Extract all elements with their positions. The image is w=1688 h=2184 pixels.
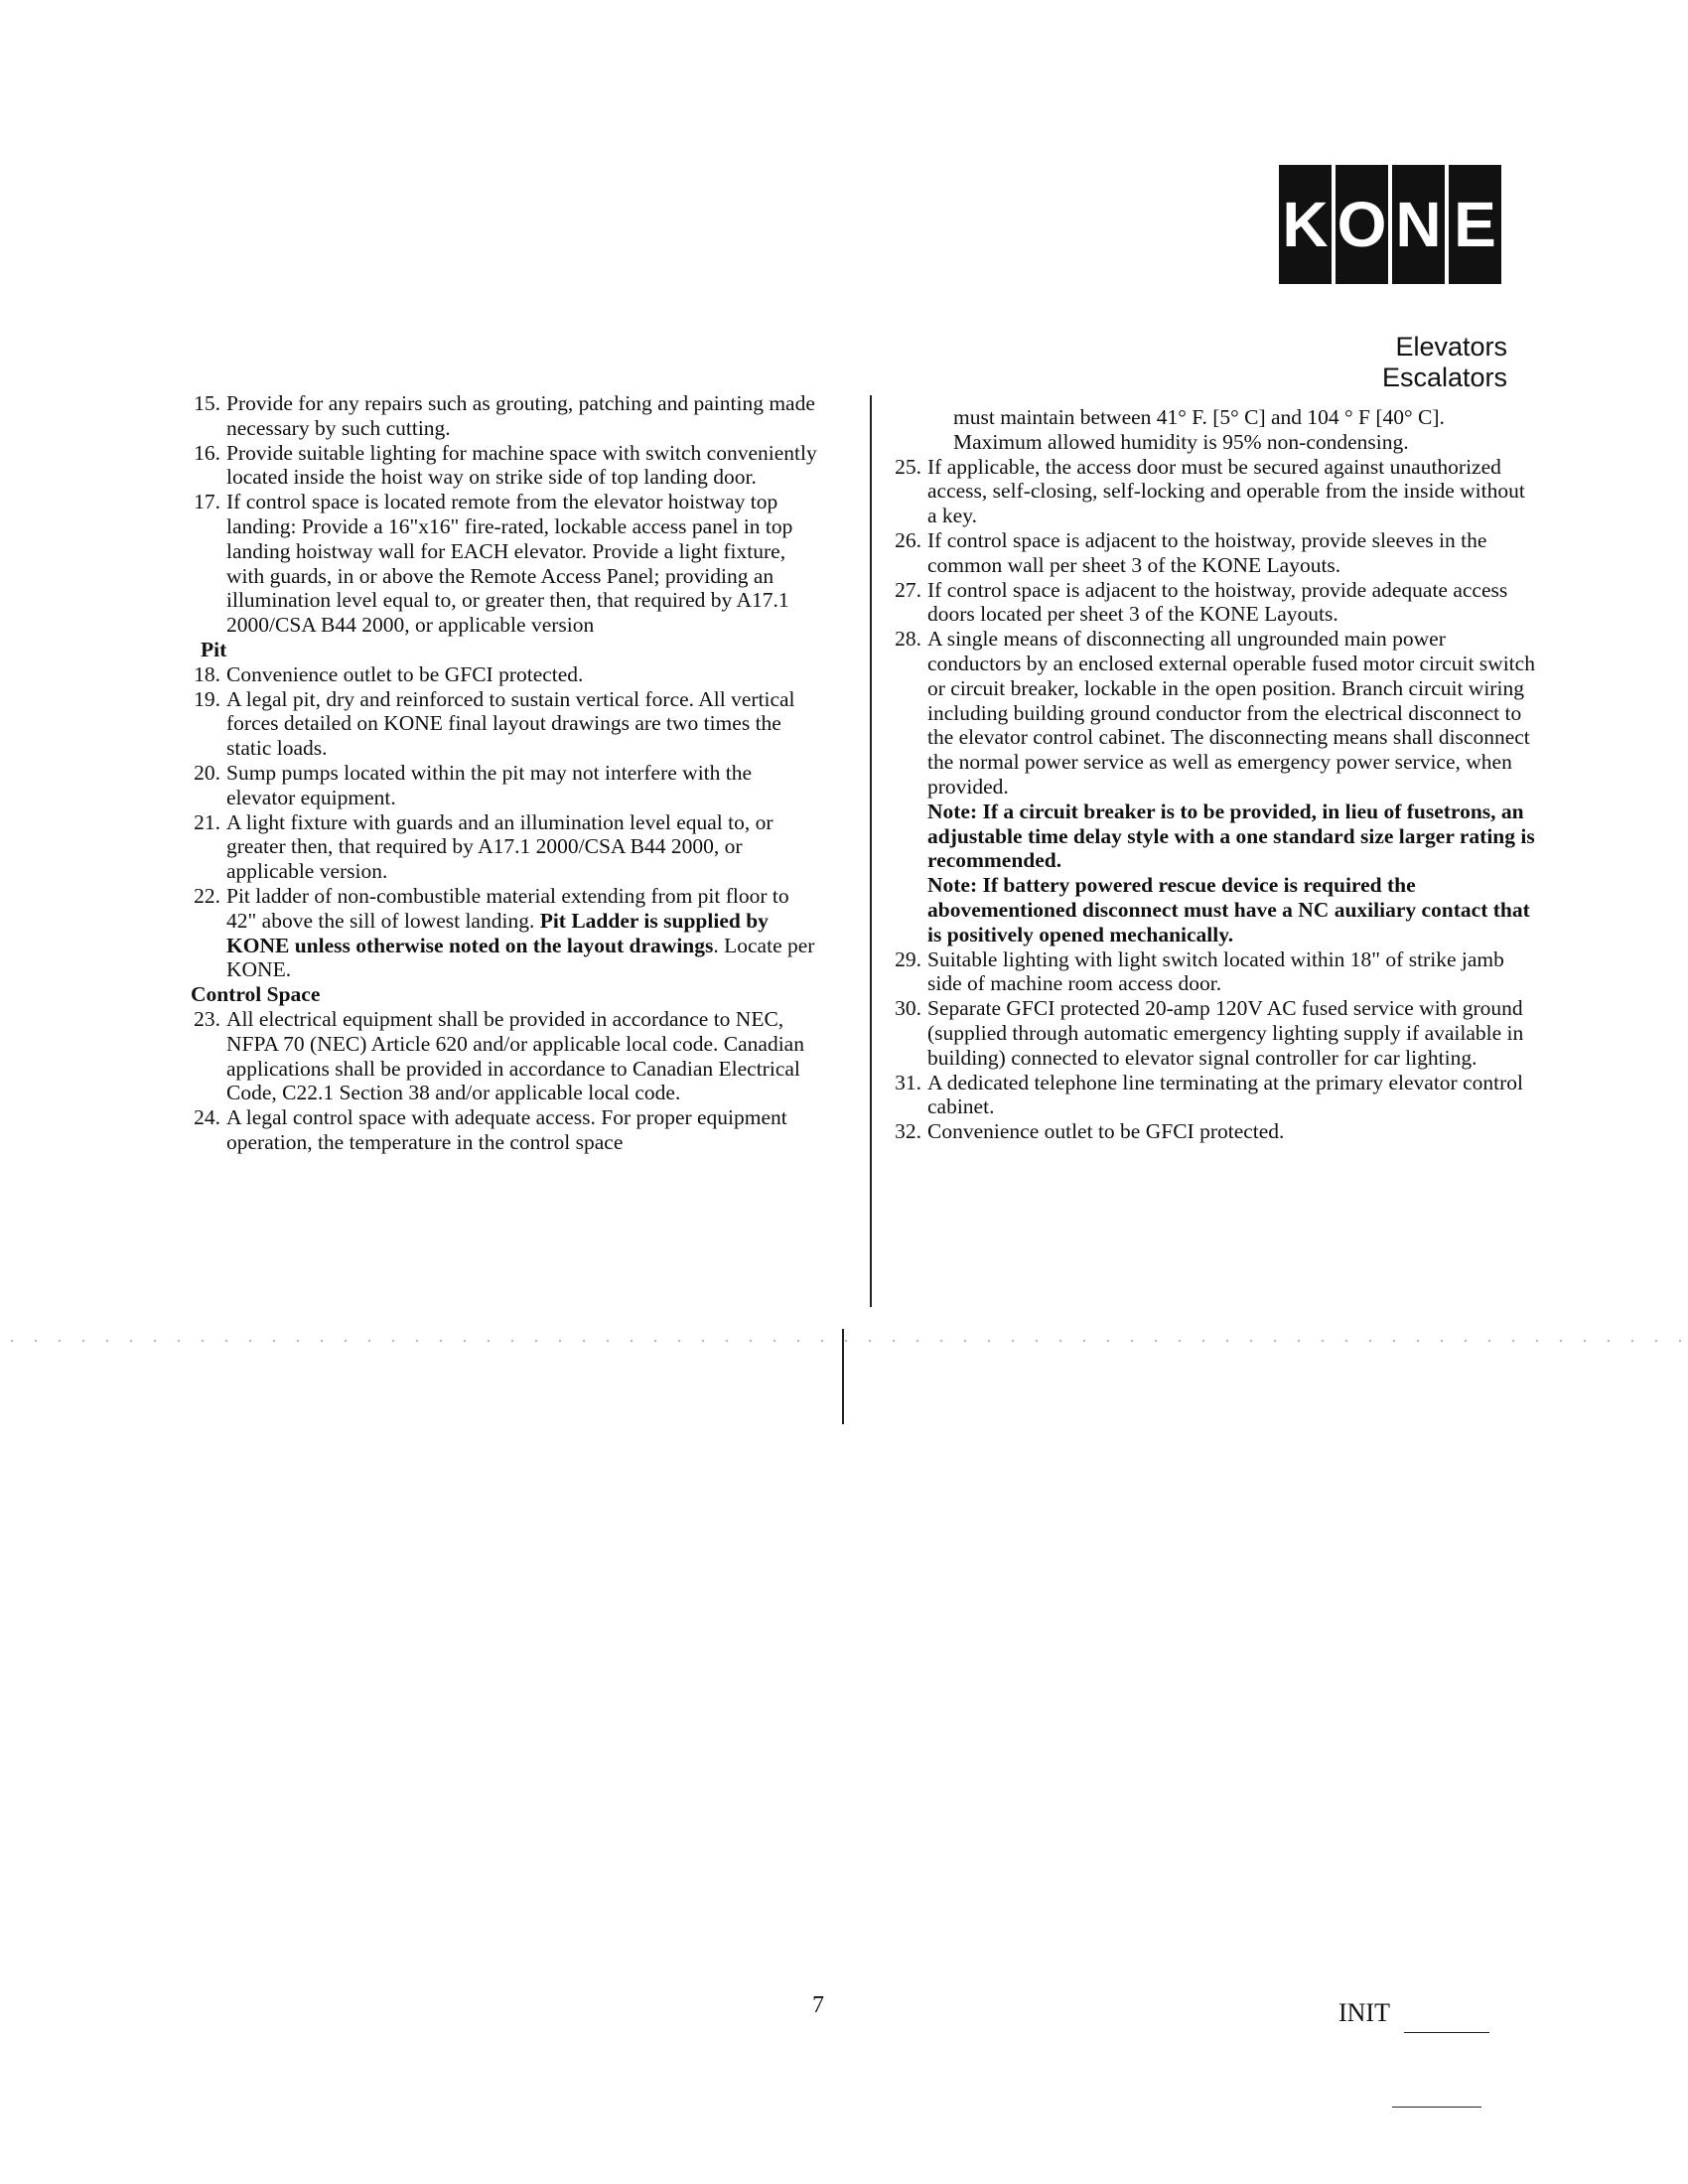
list-item <box>888 627 1535 946</box>
item-text: Convenience outlet to be GFCI protected. <box>226 661 584 686</box>
list-item <box>187 884 822 982</box>
rescue-device-note: Note: If battery powered rescue device is required the abovementioned disconnect must have a NC auxiliary contact that is positively opened mechanically. <box>927 873 1530 946</box>
column-divider <box>870 395 872 1307</box>
list-item <box>888 996 1535 1070</box>
init-signature-line <box>1404 2032 1489 2033</box>
list-item <box>187 1007 822 1105</box>
item-text: Sump pumps located within the pit may not interfere with the elevator equipment. <box>226 760 753 809</box>
item-text: A single means of disconnecting all ungrounded main power conductors by an enclosed external operable fused motor circuit switch or circuit breaker, lockable in the open position. Branch circuit wiring including building ground conductor from the electrical disconnect to the elevator control cabinet. The disconnecting means shall disconnect the normal power service as well as emergency power service, when provided. <box>927 627 1535 799</box>
item-number: 20. <box>194 760 220 785</box>
logo-letter: O <box>1336 165 1388 284</box>
list-item <box>888 1071 1535 1120</box>
item-number: 16. <box>194 440 220 465</box>
list-item <box>187 490 822 638</box>
item-text: A dedicated telephone line terminating at the primary elevator control cabinet. <box>927 1070 1523 1119</box>
list-item <box>888 578 1535 628</box>
circuit-breaker-note: Note: If a circuit breaker is to be provided, in lieu of fusetrons, an adjustable time delay style with a one standard size larger rating is recommended. <box>927 799 1535 873</box>
item-text: A legal pit, dry and reinforced to sustain vertical force. All vertical forces detailed on KONE final layout drawings are two times the static loads. <box>226 686 795 761</box>
item-text: Provide suitable lighting for machine space with switch conveniently located inside the hoist way on strike side of top landing door. <box>226 440 817 490</box>
list-item <box>187 810 822 884</box>
item-number: 23. <box>194 1006 220 1031</box>
item-text: If control space is adjacent to the hoistway, provide sleeves in the common wall per sheet 3 of the KONE Layouts. <box>927 527 1487 577</box>
item-24-continued: must maintain between 41° F. [5° C] and 104 ° F [40° C]. Maximum allowed humidity is 95% non-condensing. <box>953 405 1445 454</box>
list-item <box>187 441 822 491</box>
item-text: All electrical equipment shall be provided in accordance to NEC, NFPA 70 (NEC) Article 620 and/or applicable local code. Canadian applications shall be provided in accordance to Canadian Electrical Code, C22.1 Section 38 and/or applicable local code. <box>226 1006 804 1105</box>
column-divider-lower <box>842 1329 844 1424</box>
list-item <box>187 761 822 810</box>
item-number: 17. <box>194 490 220 514</box>
item-text: A light fixture with guards and an illumination level equal to, or greater then, that required by A17.1 2000/CSA B44 2000, or applicable version. <box>226 809 774 884</box>
item-number: 27. <box>895 577 921 602</box>
bottom-rule <box>1392 2107 1481 2108</box>
list-item <box>888 528 1535 578</box>
item-number: 21. <box>194 809 220 834</box>
item-number: 18. <box>194 661 220 686</box>
item-number: 32. <box>895 1119 921 1144</box>
logo-letter: K <box>1279 165 1332 284</box>
item-number: 25. <box>895 454 921 479</box>
item-number: 28. <box>895 627 921 652</box>
right-column <box>888 405 1535 1144</box>
left-column <box>187 391 822 1155</box>
list-item <box>888 455 1535 528</box>
item-number: 24. <box>194 1105 220 1130</box>
list-item <box>888 1119 1535 1144</box>
item-text: If applicable, the access door must be secured against unauthorized access, self-closing, self-locking and operable from the inside without a key. <box>927 454 1525 528</box>
item-text: Separate GFCI protected 20-amp 120V AC fused service with ground (supplied through automatic emergency lighting supply if available in building) connected to elevator signal controller for car lighting. <box>927 996 1524 1070</box>
section-heading-control-space: Control Space <box>191 982 321 1007</box>
init-label: INIT <box>1338 1998 1390 2027</box>
item-text-a: Pit ladder of non-combustible material extending from pit floor to 42" above the sill of lowest landing. <box>226 883 789 933</box>
kone-logo <box>1279 165 1501 284</box>
logo-letter: E <box>1449 165 1501 284</box>
item-number: 29. <box>895 946 921 971</box>
list-item <box>187 391 822 441</box>
item-number: 22. <box>194 883 220 908</box>
list-item <box>187 687 822 761</box>
tagline: Elevators Escalators <box>1381 332 1507 392</box>
item-text: A legal control space with adequate access. For proper equipment operation, the temperature in the control space <box>226 1105 787 1154</box>
pit-ladder-note: Pit Ladder is supplied by KONE unless otherwise noted on the layout drawings <box>226 908 769 957</box>
list-item <box>187 1105 822 1155</box>
item-number: 26. <box>895 527 921 552</box>
item-text: Suitable lighting with light switch located within 18" of strike jamb side of machine room access door. <box>927 946 1504 996</box>
list-item <box>888 947 1535 997</box>
item-text: If control space is adjacent to the hoistway, provide adequate access doors located per sheet 3 of the KONE Layouts. <box>927 577 1508 627</box>
item-number: 30. <box>895 996 921 1021</box>
item-number: 15. <box>194 391 220 415</box>
item-text-b: . Locate per KONE. <box>226 933 815 982</box>
scan-dotted-line <box>0 1339 1688 1343</box>
item-text: Convenience outlet to be GFCI protected. <box>927 1119 1285 1144</box>
item-text <box>226 884 822 982</box>
logo-letter: N <box>1392 165 1445 284</box>
list-item <box>187 662 822 687</box>
item-text: If control space is located remote from the elevator hoistway top landing: Provide a 16"x16" fire-rated, lockable access panel in top landing hoistway wall for EACH elevator. Provide a light fixture, with guards, in or above the Remote Access Panel; providing an illumination level equal to, or greater then, that required by A17.1 2000/CSA B44 2000, or applicable version <box>226 490 793 638</box>
item-number: 31. <box>895 1070 921 1094</box>
item-text: Provide for any repairs such as grouting, patching and painting made necessary by such cutting. <box>226 391 815 440</box>
page-number: 7 <box>812 1992 824 2018</box>
section-heading-pit: Pit <box>201 637 227 661</box>
item-number: 19. <box>194 686 220 711</box>
